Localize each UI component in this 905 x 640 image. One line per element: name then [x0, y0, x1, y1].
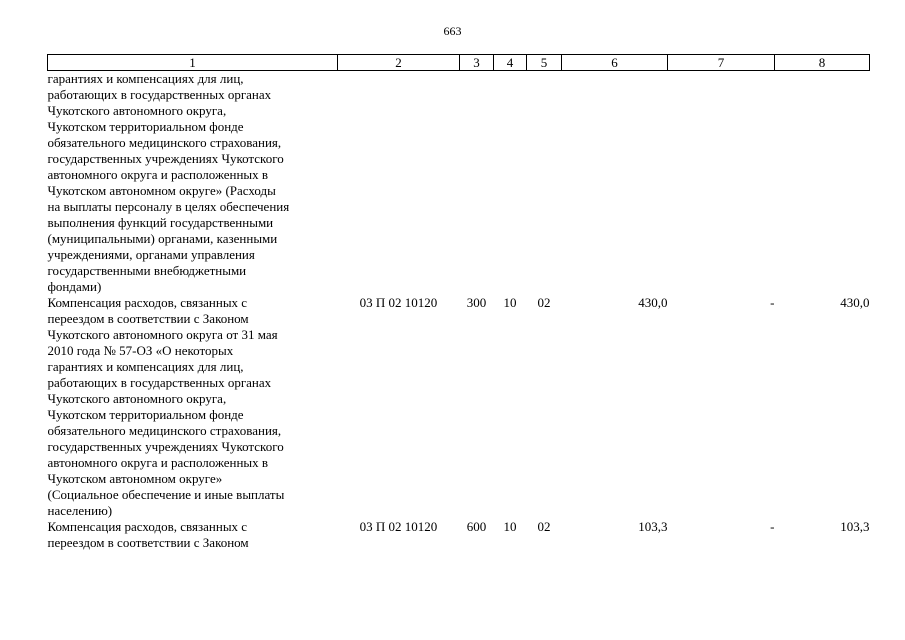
column-header-3: 3	[460, 55, 494, 71]
row-col7: -	[770, 519, 775, 534]
description-line: населению)	[47, 503, 113, 518]
page-number: 663	[443, 24, 462, 38]
row-col4: 10	[503, 295, 517, 310]
table-row	[48, 519, 870, 551]
table-row	[48, 71, 870, 296]
description-line: (муниципальными) органами, казенными	[47, 231, 278, 246]
row-col6: 430,0	[638, 295, 668, 310]
row-code: 03 П 02 10120	[359, 295, 438, 310]
column-header-8: 8	[775, 55, 870, 71]
column-header-1: 1	[48, 55, 338, 71]
row-col4: 10	[503, 519, 517, 534]
table-row	[48, 295, 870, 519]
row-code	[338, 71, 460, 296]
column-header-6: 6	[562, 55, 668, 71]
description-line: учреждениями, органами управления	[47, 247, 255, 262]
row-description	[48, 71, 338, 296]
description-line: гарантиях и компенсациях для лиц,	[47, 71, 244, 86]
row-col5	[527, 71, 562, 296]
row-description	[48, 519, 338, 551]
row-col8	[775, 71, 870, 296]
row-col6: 103,3	[638, 519, 668, 534]
row-col6	[562, 71, 668, 296]
description-line: государственных учреждениях Чукотского	[47, 439, 284, 454]
row-col5: 02	[537, 519, 551, 534]
description-line: Чукотского автономного округа,	[47, 103, 227, 118]
column-header-2: 2	[338, 55, 460, 71]
table-header-row	[48, 55, 870, 71]
row-col7	[668, 71, 775, 296]
description-line: Чукотском автономном округе»	[47, 471, 223, 486]
row-col8: 430,0	[840, 295, 870, 310]
description-line: работающих в государственных органах	[47, 375, 272, 390]
row-col5: 02	[537, 295, 551, 310]
description-line: обязательного медицинского страхования,	[47, 423, 282, 438]
description-line: работающих в государственных органах	[47, 87, 272, 102]
description-line: Чукотского автономного округа,	[47, 391, 227, 406]
column-header-7: 7	[668, 55, 775, 71]
description-line: переездом в соответствии с Законом	[47, 535, 249, 550]
description-line: обязательного медицинского страхования,	[47, 135, 282, 150]
column-header-4: 4	[494, 55, 527, 71]
description-line: Компенсация расходов, связанных с	[47, 519, 248, 534]
description-line: автономного округа и расположенных в	[47, 167, 269, 182]
description-line: 2010 года № 57-ОЗ «О некоторых	[47, 343, 234, 358]
description-line: переездом в соответствии с Законом	[47, 311, 249, 326]
budget-table	[47, 54, 870, 551]
description-line: Чукотском автономном округе» (Расходы	[47, 183, 276, 198]
description-line: Чукотского автономного округа от 31 мая	[47, 327, 278, 342]
description-line: государственными внебюджетными	[47, 263, 247, 278]
row-col3: 600	[466, 519, 487, 534]
row-col3: 300	[466, 295, 487, 310]
row-col8: 103,3	[840, 519, 870, 534]
description-line: (Социальное обеспечение и иные выплаты	[47, 487, 285, 502]
row-col4	[494, 71, 527, 296]
description-line: Чукотском территориальном фонде	[47, 407, 244, 422]
description-line: фондами)	[47, 279, 102, 294]
description-line: автономного округа и расположенных в	[47, 455, 269, 470]
description-line: выполнения функций государственными	[47, 215, 274, 230]
row-col3	[460, 71, 494, 296]
description-line: на выплаты персоналу в целях обеспечения	[47, 199, 290, 214]
column-header-5: 5	[527, 55, 562, 71]
description-line: гарантиях и компенсациях для лиц,	[47, 359, 244, 374]
row-code: 03 П 02 10120	[359, 519, 438, 534]
row-description	[48, 295, 338, 519]
row-col7: -	[770, 295, 775, 310]
description-line: Компенсация расходов, связанных с	[47, 295, 248, 310]
description-line: государственных учреждениях Чукотского	[47, 151, 284, 166]
description-line: Чукотском территориальном фонде	[47, 119, 244, 134]
